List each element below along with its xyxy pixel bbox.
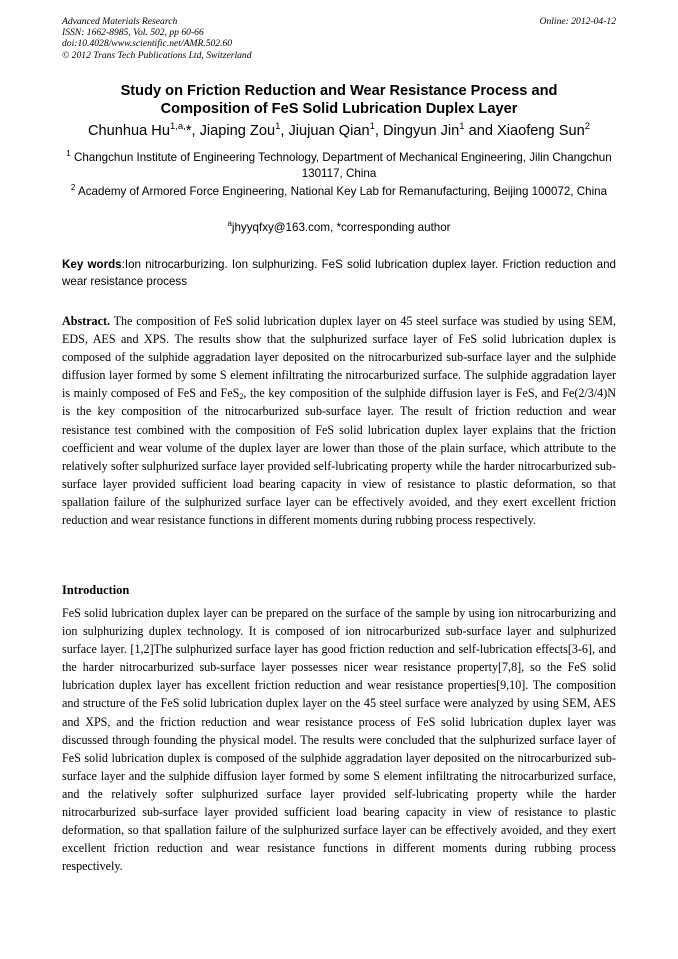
affiliation-number: 1 (66, 149, 71, 158)
author-separator: , (280, 123, 289, 139)
keywords-separator: : (121, 258, 125, 271)
abstract-label: Abstract. (62, 314, 111, 328)
author-affiliation-mark: 1 (459, 121, 465, 132)
online-date: Online: 2012-04-12 (539, 16, 616, 27)
introduction-heading: Introduction (62, 583, 130, 597)
author-list (40, 121, 638, 141)
subscript: 2 (239, 392, 244, 402)
author-affiliation-mark: 1,a, (169, 121, 186, 132)
issn-line: ISSN: 1662-8985, Vol. 502, pp 60-66 (62, 27, 204, 39)
email-mark: a (227, 219, 232, 228)
author-affiliation-mark: 2 (584, 121, 590, 132)
author-name: Jiujuan Qian (288, 123, 370, 139)
affiliation-2 (62, 184, 616, 200)
author-separator: and (464, 123, 498, 139)
affiliation-1 (62, 150, 616, 181)
abstract-text-2: , the key composition of the sulphide diffusion layer is FeS, and Fe(2/3/4)N is the key composition of the nitrocarburized sub-surface layer. The result of friction reduction and wear resistance test combined with the composition of FeS solid lubrication duplex layer explains that the friction coefficient and wear volume of the duplex layer are lower than those of the plain surface, which attribute to the relatively softer sulphurized surface layer provided self-lubricating property while the harder nitrocarburized sub-surface layer provided sufficient load bearing capacity in view of resistance to plastic deformation, so that spallation failure of the sulphurized surface layer can be effectively avoided, and they exert excellent friction reduction and wear resistance functions in different moments during rubbing process respectively. (62, 386, 616, 528)
affiliation-number: 2 (70, 183, 76, 192)
author-name: Dingyun Jin (383, 123, 460, 139)
abstract-text-1: The composition of FeS solid lubrication duplex layer on 45 steel surface was studied by using SEM, EDS, AES and XPS. The results show that the sulphurized surface layer of FeS solid lubrication duplex is composed of the sulphide aggradation layer deposited on the nitrocarburized sub-surface layer and the sulphide diffusion layer formed by some S element infiltrating the nitrocarburized surface. The sulphide aggradation layer is mainly composed of FeS and FeS (62, 314, 616, 401)
title-line-2: Composition of FeS Solid Lubrication Duplex Layer (160, 101, 518, 117)
author-separator: *, (185, 123, 200, 139)
email-text: jhyyqfxy@163.com, *corresponding author (231, 221, 451, 234)
author-affiliation-mark: 1 (369, 121, 375, 132)
affiliation-text: Changchun Institute of Engineering Technology, Department of Mechanical Engineering, Jilin Changchun 130117, China (73, 151, 612, 180)
author-name: Jiaping Zou (199, 123, 276, 139)
author-name: Chunhua Hu (88, 123, 170, 139)
introduction-paragraph: FeS solid lubrication duplex layer can be prepared on the surface of the sample by using ion nitrocarburizing and ion sulphurizing duplex technology. It is composed of ion nitrocarburized sub-surface layer and sulphurized surface layer. [1,2]The sulphurized surface layer has good friction reduction and self-lubrication effects[3-6], and the harder nitrocarburized sub-surface layer possesses nicer wear resistance property[7,8], so the FeS solid lubrication duplex layer has excellent friction reduction and wear resistance properties[9,10]. The composition and structure of the FeS solid lubrication duplex layer on the 45 steel surface were analyzed by using SEM, AES and XPS, and the friction reduction and wear resistance process of FeS solid lubrication duplex layer was discussed through founding the physical model. The results were concluded that the sulphurized surface layer of FeS solid lubrication duplex is composed of the sulphide aggradation layer deposited on the nitrocarburized sub-surface layer and the sulphide diffusion layer formed by some S element infiltrating the nitrocarburized surface, and the relatively softer sulphurized surface layer provided self-lubricating property while the harder nitrocarburized sub-surface layer provided sufficient load bearing capacity in view of resistance to plastic deformation, so that spallation failure of the sulphurized surface layer can be effectively avoided, and they exert excellent friction reduction and wear resistance functions in different moments during rubbing process respectively. (62, 606, 616, 874)
keywords-block (62, 257, 616, 290)
keywords-text: Ion nitrocarburizing. Ion sulphurizing. FeS solid lubrication duplex layer. Friction reduction and wear resistance process (62, 258, 616, 288)
author-separator: , (374, 123, 384, 139)
author-name: Xiaofeng Sun (497, 123, 585, 139)
paper-title (62, 82, 616, 118)
doi-line: doi:10.4028/www.scientific.net/AMR.502.60 (62, 38, 233, 50)
journal-header (62, 16, 616, 61)
copyright-line: © 2012 Trans Tech Publications Ltd, Switzerland (62, 49, 252, 61)
abstract-block (62, 312, 616, 529)
journal-name: Advanced Materials Research (62, 16, 178, 27)
keywords-label: Key words (62, 258, 122, 271)
author-affiliation-mark: 1 (275, 121, 281, 132)
contact-email (62, 220, 616, 235)
affiliation-text: Academy of Armored Force Engineering, National Key Lab for Remanufacturing, Beijing 100072, China (77, 185, 608, 198)
title-line-1: Study on Friction Reduction and Wear Resistance Process and (120, 83, 558, 99)
